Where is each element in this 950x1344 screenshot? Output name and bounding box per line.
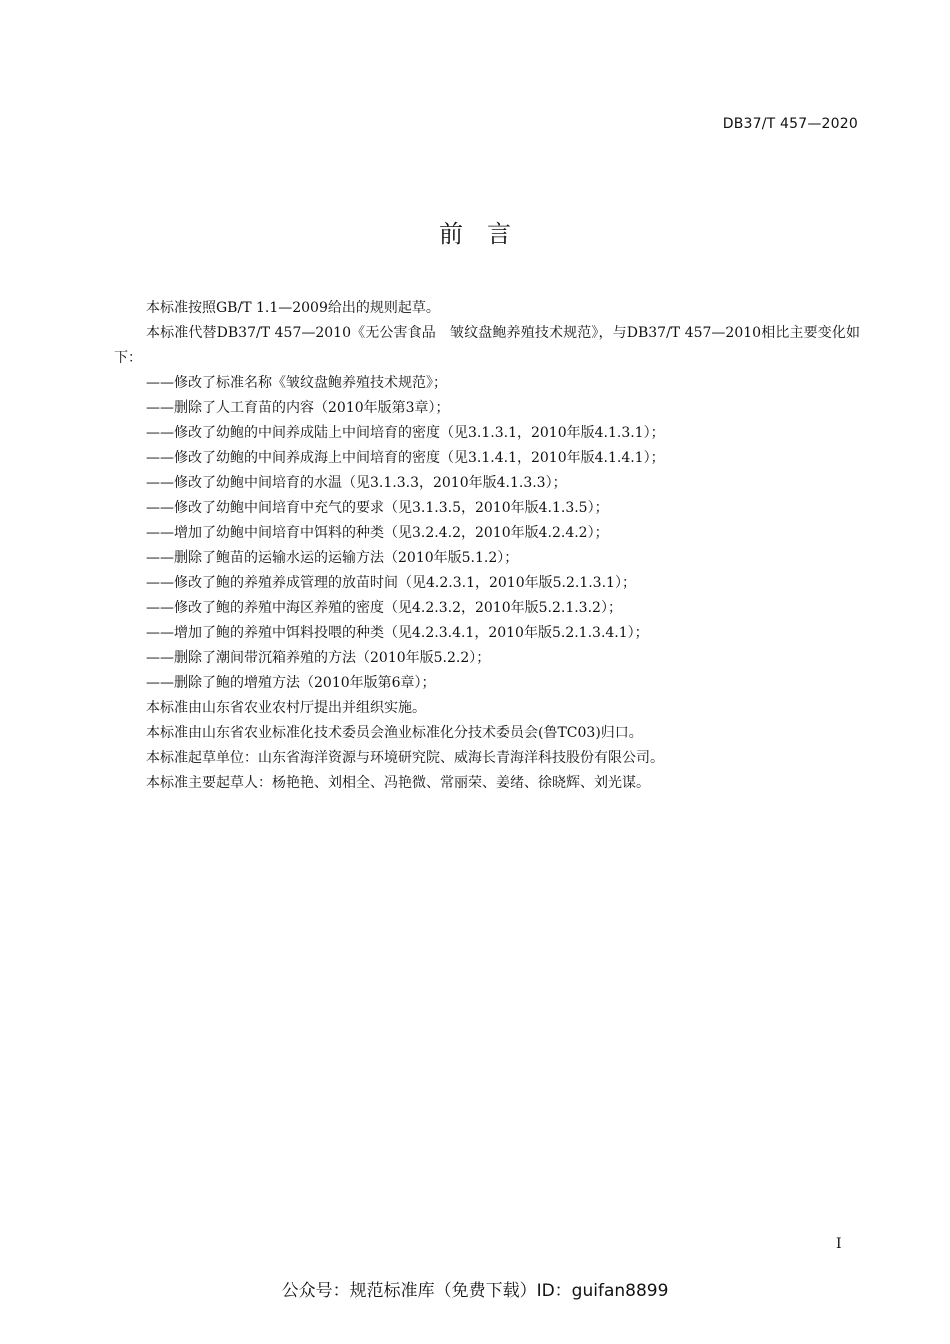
change-item: ——增加了鲍的养殖中饵料投喂的种类（见4.2.3.4.1，2010年版5.2.1.3.4.1）； [146,625,649,641]
change-item: ——删除了人工育苗的内容（2010年版第3章）； [146,400,450,416]
standard-code: DB37/T 457—2020 [722,116,858,132]
change-item: ——修改了幼鲍中间培育的水温（见3.1.3.3，2010年版4.1.3.3）； [146,475,567,491]
page-number: I [836,1236,842,1252]
paragraph: 本标准按照GB/T 1.1—2009给出的规则起草。 [146,300,440,316]
change-item: ——删除了鲍苗的运输水运的运输方法（2010年版5.1.2）； [146,550,519,566]
paragraph: 本标准主要起草人：杨艳艳、刘相全、冯艳微、常丽荣、姜绪、徐晓辉、刘光谋。 [146,775,650,791]
paragraph: 本标准起草单位：山东省海洋资源与环境研究院、威海长青海洋科技股份有限公司。 [146,750,664,766]
change-item: ——修改了幼鲍的中间养成陆上中间培育的密度（见3.1.3.1，2010年版4.1.3.1）； [146,425,665,441]
change-item: ——删除了鲍的增殖方法（2010年版第6章）； [146,675,436,691]
paragraph: 本标准由山东省农业标准化技术委员会渔业标准化分技术委员会(鲁TC03)归口。 [146,725,643,741]
change-item: ——增加了幼鲍中间培育中饵料的种类（见3.2.4.2，2010年版4.2.4.2）； [146,525,609,541]
paragraph: 本标准由山东省农业农村厅提出并组织实施。 [146,700,426,716]
change-item: ——修改了鲍的养殖中海区养殖的密度（见4.2.3.2，2010年版5.2.1.3.2）； [146,600,622,616]
change-item: ——修改了幼鲍的中间养成海上中间培育的密度（见3.1.4.1，2010年版4.1.4.1）； [146,450,665,466]
change-item: ——修改了标准名称《皱纹盘鲍养殖技术规范》； [146,375,447,391]
footer-note: 公众号：规范标准库（免费下载）ID：guifan8899 [281,1281,669,1301]
paragraph: 本标准代替DB37/T 457—2010《无公害食品 皱纹盘鲍养殖技术规范》，与DB37/T 457—2010相比主要变化如下： [114,325,860,366]
foreword-body [114,296,860,796]
change-item: ——修改了幼鲍中间培育中充气的要求（见3.1.3.5，2010年版4.1.3.5）； [146,500,609,516]
change-item: ——删除了潮间带沉箱养殖的方法（2010年版5.2.2）； [146,650,491,666]
change-item: ——修改了鲍的养殖养成管理的放苗时间（见4.2.3.1，2010年版5.2.1.3.1）； [146,575,636,591]
page-title: 前言 [439,220,535,248]
